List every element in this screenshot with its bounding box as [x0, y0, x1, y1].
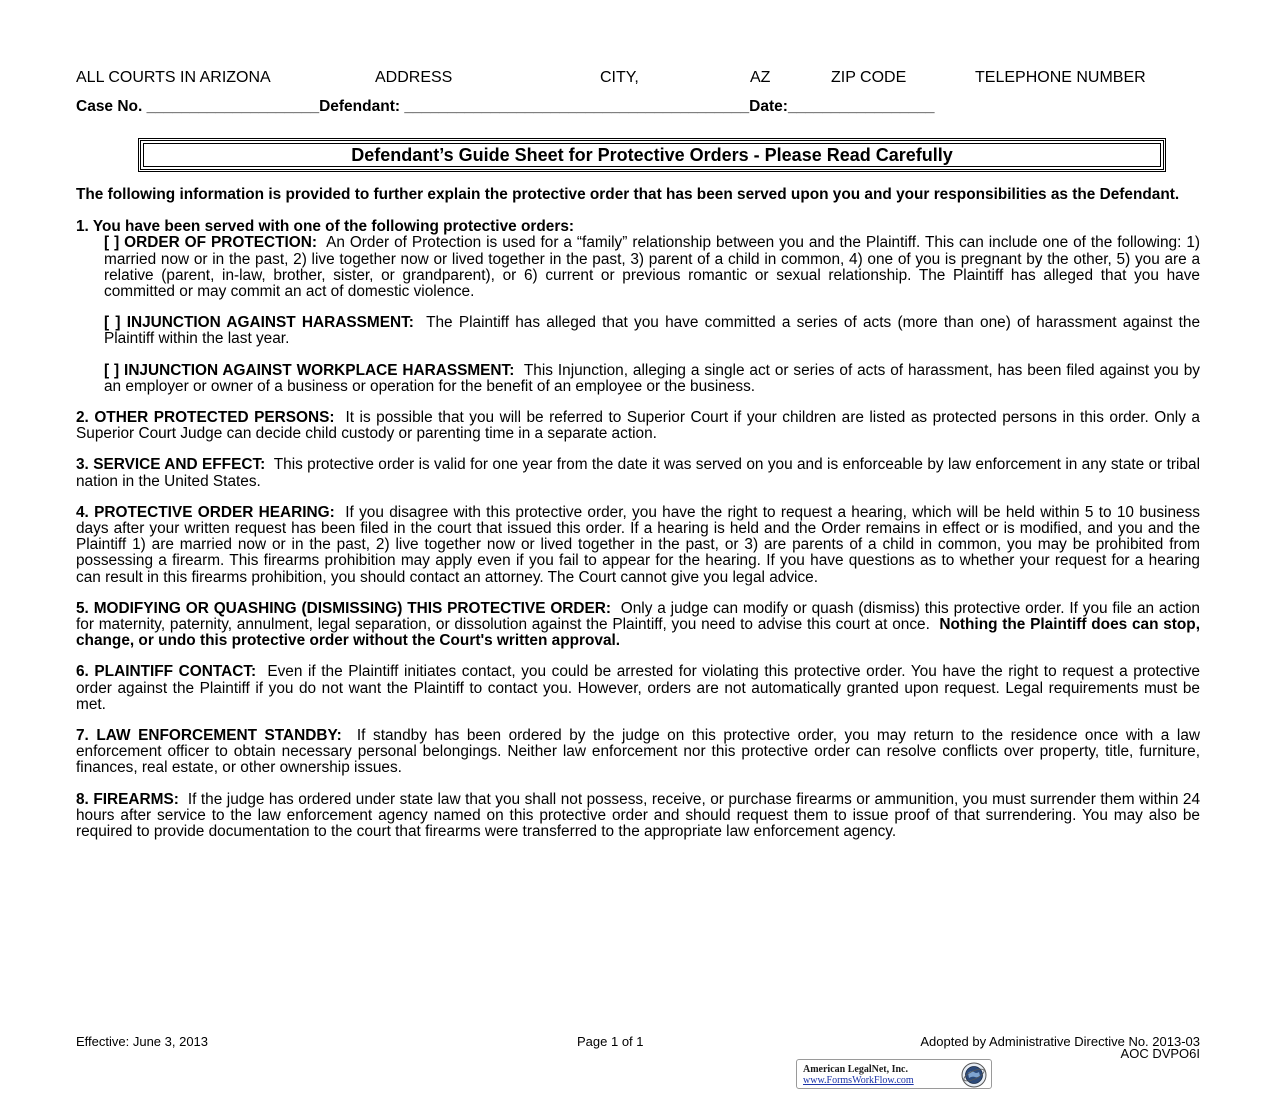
workplace-injunction-checkbox[interactable]: [ ] INJUNCTION AGAINST WORKPLACE HARASSMENT:: [104, 361, 515, 379]
intro-paragraph: The following information is provided to further explain the protective order that has been served upon you and your responsibilities as the Defendant.: [76, 186, 1180, 203]
defendant-label: Defendant:: [319, 98, 401, 115]
date-label: Date:: [749, 98, 788, 115]
court-header: [76, 69, 1200, 87]
court-zip: ZIP CODE: [831, 69, 907, 86]
section-5: 5. MODIFYING OR QUASHING (DISMISSING) THIS PROTECTIVE ORDER: Only a judge can modify or quash (dismiss) this protective order. If you file an action for maternity, paternity, annulment, legal separation, or dissolution against the Plaintiff, you need to advise this court at once. Nothing the Plaintiff does can stop, change, or undo this protective order without the Court's written approval.: [76, 599, 1200, 650]
court-address: ADDRESS: [375, 69, 453, 86]
defendant-field[interactable]: ________________________________________: [404, 98, 750, 115]
case-number-field[interactable]: ____________________: [146, 98, 320, 115]
section-1-heading: 1. You have been served with one of the following protective orders:: [76, 218, 575, 236]
workplace-injunction-item: [ ] INJUNCTION AGAINST WORKPLACE HARASSMENT: This Injunction, alleging a single act or series of acts of harassment, has been filed against you by an employer or owner of a business or operation for the benefit of an employee or the business.: [104, 361, 1200, 395]
order-of-protection-checkbox[interactable]: [ ] ORDER OF PROTECTION:: [104, 234, 318, 252]
section-7: 7. LAW ENFORCEMENT STANDBY: If standby has been ordered by the judge on this protective order, you may return to the residence once with a law enforcement officer to obtain necessary personal belongings. Neither law enforcement nor this protective order can resolve conflicts over property, title, furniture, finances, real estate, or other ownership issues.: [76, 727, 1200, 777]
case-number-label: Case No.: [76, 98, 143, 115]
section-4: 4. PROTECTIVE ORDER HEARING: If you disagree with this protective order, you have the right to request a hearing, which will be held within 5 to 10 business days after your written request has been filed in the court that issued this order. If a hearing is held and the Order remains in effect or is modified, and you and the Plaintiff 1) are married now or in the past, 2) live together now or lived together in the past, or 3) are parents of a child in common, you may be prohibited from possessing a firearm. This firearms prohibition may apply even if you fail to appear for the hearing. If you have questions as to whether your request for a hearing can result in this firearms prohibition, you should contact an attorney. The Court cannot give you legal advice.: [76, 503, 1200, 586]
section-2: 2. OTHER PROTECTED PERSONS: It is possible that you will be referred to Superior Court if your children are listed as protected persons in this order. Only a Superior Court Judge can decide child custody or parenting time in a separate action.: [76, 409, 1200, 443]
page-title: Defendant’s Guide Sheet for Protective Orders - Please Read Carefully: [351, 144, 953, 165]
section-3: 3. SERVICE AND EFFECT: This protective order is valid for one year from the date it was served on you and is enforceable by law enforcement in any state or tribal nation in the United States.: [76, 456, 1200, 490]
court-state: AZ: [750, 69, 771, 86]
logo-company-name: American LegalNet, Inc.: [803, 1064, 908, 1075]
form-code: AOC DVPO6I: [1120, 1046, 1200, 1061]
court-name: ALL COURTS IN ARIZONA: [76, 69, 271, 86]
order-of-protection-item: [ ] ORDER OF PROTECTION: An Order of Protection is used for a “family” relationship between you and the Plaintiff. This can include one of the following: 1) married now or in the past, 2) live together now or lived together in the past, 3) parent of a child in common, 4) one of you is pregnant by the other, 5) you are a relative (parent, in-law, brother, sister, or grandparent), or 6) current or previous romantic or sexual relationship. The Plaintiff has alleged that you have committed or may commit an act of domestic violence.: [104, 234, 1200, 301]
title-box: [138, 138, 1166, 172]
court-phone: TELEPHONE NUMBER: [975, 69, 1146, 86]
harassment-injunction-checkbox[interactable]: [ ] INJUNCTION AGAINST HARASSMENT:: [104, 314, 414, 332]
legalnet-logo[interactable]: [796, 1059, 992, 1089]
court-city: CITY,: [600, 69, 639, 86]
section-6: 6. PLAINTIFF CONTACT: Even if the Plaintiff initiates contact, you could be arrested for violating this protective order. You have the right to request a protective order against the Plaintiff if you do not want the Plaintiff to contact you. However, orders are not automatically granted upon request. Legal requirements must be met.: [76, 663, 1200, 713]
section-8: 8. FIREARMS: If the judge has ordered under state law that you shall not possess, receive, or purchase firearms or ammunition, you must surrender them within 24 hours after service to the law enforcement agency named on this protective order and should request them to issue proof of that surrendering. You may also be required to provide documentation to the court that firearms were transferred to the appropriate law enforcement agency.: [76, 790, 1201, 841]
effective-date: Effective: June 3, 2013: [76, 1034, 209, 1049]
logo-url-link[interactable]: www.FormsWorkFlow.com: [803, 1075, 914, 1086]
harassment-injunction-item: [ ] INJUNCTION AGAINST HARASSMENT: The Plaintiff has alleged that you have committed a series of acts (more than one) of harassment against the Plaintiff within the last year.: [104, 314, 1200, 348]
adopted-directive: Adopted by Administrative Directive No. 2013-03: [920, 1034, 1200, 1049]
case-info-line: [76, 98, 1200, 116]
guide-body: [76, 187, 1200, 840]
globe-icon: [961, 1062, 987, 1088]
page-number: Page 1 of 1: [577, 1034, 644, 1049]
date-field[interactable]: _________________: [787, 98, 935, 115]
